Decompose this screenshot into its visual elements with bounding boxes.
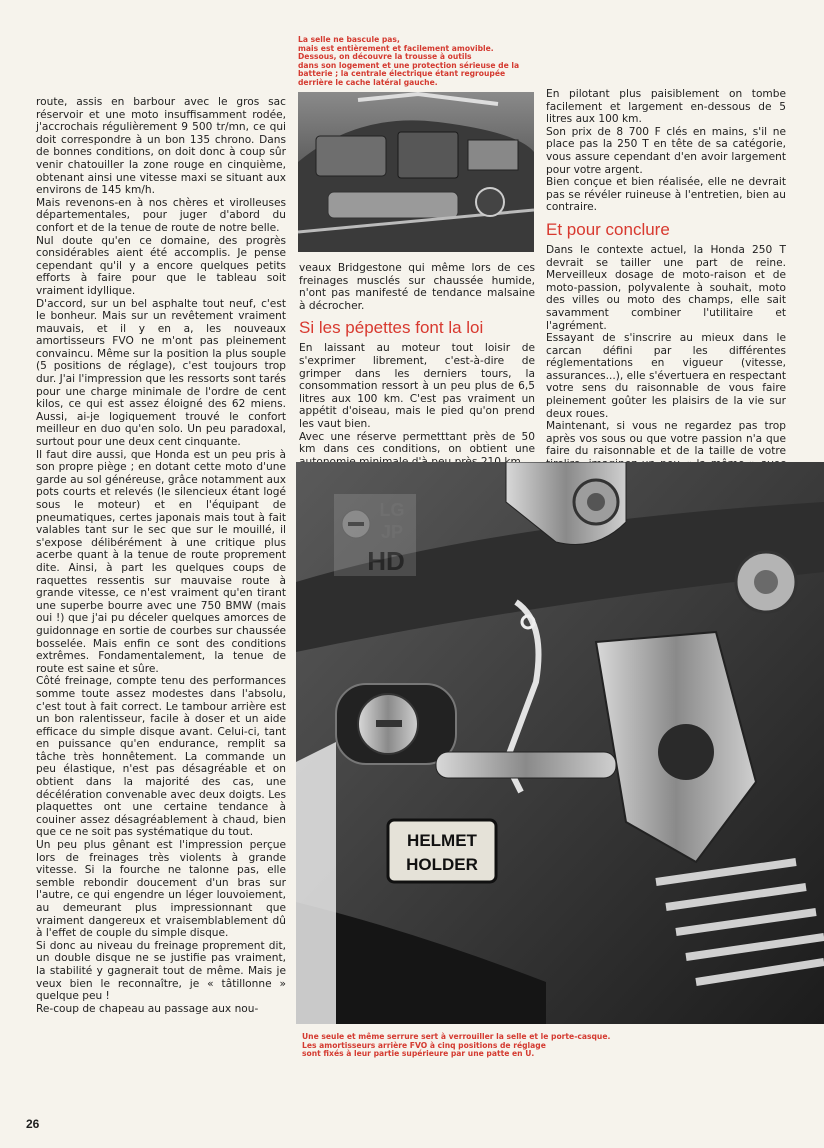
paragraph: En pilotant plus paisiblement on tombe facilement et largement en-dessous de 5 litres aux 100 km. (546, 88, 786, 126)
helmet-label-line2: HOLDER (406, 855, 478, 874)
watermark-line2: JP (380, 522, 404, 542)
paragraph: Re-coup de chapeau au passage aux nou- (36, 1002, 259, 1015)
caption-line: mais est entièrement et facilement amovible. (298, 43, 494, 53)
paragraph: Si donc au niveau du freinage proprement dit, un double disque ne se justifie pas vraiment, la stabilité y gagnerait tout de même. Mais je veux bien le reconnaître, je « tâtillonne » quelque peu ! (36, 939, 286, 1003)
article-column-1 (36, 96, 286, 1015)
paragraph: Côté freinage, compte tenu des performances somme toute assez modestes dans l'absolu, c'est tout à fait correct. Le tambour arrière est un bon ralentisseur, facile à doser et un aide efficace du simple disque avant. Celui-ci, tant en puissance qu'en endurance, remplit sa tâche très honnêtement. La commande un peu élastique, n'est pas désagréable et on obtient dans la majorité des cas, une décélération convenable avec deux doigts. Les plaquettes ont une certaine tendance à couiner assez désagréablement à chaud, bien que ce ne soit pas systématique du tout. (36, 675, 286, 839)
caption-line: Les amortisseurs arrière FVO à cinq positions de réglage (302, 1040, 546, 1050)
caption-line: batterie ; la centrale électrique étant regroupée (298, 69, 506, 79)
photo-under-seat (298, 92, 534, 252)
article-column-3 (546, 88, 786, 496)
watermark-line3: HD (367, 546, 405, 576)
helmet-label-line1: HELMET (407, 831, 477, 850)
caption-line: Une seule et même serrure sert à verrouiller la selle et le porte-casque. (302, 1032, 611, 1041)
paragraph: D'accord, sur un bel asphalte tout neuf, c'est le bonheur. Mais sur un revêtement vraiment mauvais, et il y en a, les nouveaux amortisseurs FVO ne m'ont pas pleinement convaincu. Même sur la position la plus souple (5 positions de réglage), c'est toujours trop dur. J'ai l'impression que les ressorts sont tarés pour une charge minimale de l'ordre de cent kilos, ce qui est assez éloigné des 62 miens. Aussi, ai-je logiquement trouvé le confort meilleur en duo qu'en solo. Un peu paradoxal, surtout pour une deux cent cinquante. (36, 297, 286, 449)
page-number: 26 (26, 1117, 40, 1131)
watermark-logo (334, 494, 416, 576)
paragraph: Maintenant, si vous ne regardez pas trop après vos sous ou que votre passion n'a que faire du raisonnable et de la taille de votre (546, 420, 786, 458)
paragraph: En laissant au moteur tout loisir de s'exprimer librement, c'est-à-dire de grimper dans les derniers tours, la consommation ressort à un peu plus de 6,5 litres aux 100 km. C'est pas vraiment un appétit d'oiseau, mais le pied qu'on prend les vaut bien. (299, 342, 535, 430)
paragraph: Avec une réserve permetttant près de 50 km dans ces conditions, on obtient une (299, 430, 535, 456)
paragraph: Un peu plus gênant est l'impression perçue lors de freinages très violents à grande vitesse. Si la fourche ne talonne pas, elle semble rebondir doucement d'un bras sur l'autre, ce qui engendre un léger louvoiement, au demeurant plus impressionnant que vraiment dangereux et vraisemblablement dû à l'effet de couple du simple disque. (36, 839, 286, 940)
paragraph: Essayant de s'inscrire au mieux dans le carcan défini par les différentes réglementations en vigueur (vitesse, assurances...), elle s'évertuera en respectant votre sens du raisonnable de vous faire pleinement goûter les plaisirs de la vie sur deux roues. (546, 332, 786, 420)
under-seat-illustration (298, 92, 534, 252)
paragraph: Il faut dire aussi, que Honda est un peu pris à son propre piège ; en dotant cette moto d'une garde au sol généreuse, grâce notamment aux pots courts et relevés (le silencieux étant logé sous le moteur) et en l'équipant de pneumatiques, certes japonais mais tout à fait valables tant sur le sec que sur le mouillé, il s'expose délibérément à une critique plus acerbe quant à la tenue de route proprement dite. Ainsi, à part les quelques coups de raquettes ressentis sur mauvaise route à grande vitesse, ce n'est vraiment qu'en tirant une superbe bourre avec une 750 BMW (mais oui !) que j'ai pu déceler quelques amorces de guidonnage en sortie de courbes sur chaussée bosselée. Mais enfin ce sont des conditions extrêmes. Fondamentalement, la tenue de route est saine et sûre. (36, 448, 286, 675)
caption-line: Dessous, on découvre la trousse à outils (298, 52, 472, 62)
article-column-2 (299, 262, 535, 468)
caption-line: dans son logement et une protection sérieuse de la (298, 60, 520, 70)
paragraph: Nul doute qu'en ce domaine, des progrès considérables aient été accomplis. Je pense cependant qu'il y a encore quelques petits efforts à faire pour que le tableau soit vraiment idyllique. (36, 234, 286, 297)
paragraph: Mais revenons-en à nos chères et virolleuses départementales, pour juger d'abord du confort et de la tenue de route de notre belle. (36, 196, 286, 234)
caption-line: La selle ne bascule pas, (298, 35, 400, 44)
section-heading: Si les pépettes font la loi (299, 318, 484, 338)
watermark-graphic (334, 494, 416, 576)
photo-caption-top (298, 36, 534, 88)
section-heading: Et pour conclure (546, 219, 670, 239)
paragraph: veaux Bridgestone qui même lors de ces freinages musclés sur chaussée humide, n'ont pas manifesté de tendance malsaine à décrocher. (299, 262, 535, 312)
photo-caption-bottom (302, 1033, 642, 1059)
caption-line: sont fixés à leur partie supérieure par une patte en U. (302, 1049, 535, 1059)
caption-line: derrière le cache latéral gauche. (298, 77, 438, 87)
watermark-line1: LG (379, 500, 405, 520)
paragraph: Bien conçue et bien réalisée, elle ne devrait pas se révéler ruineuse à l'entretien, bien au contraire. (546, 176, 786, 214)
paragraph: Son prix de 8 700 F clés en mains, s'il ne place pas la 250 T en tête de sa catégorie, vous assure cependant d'en avoir largement pour votre argent. (546, 125, 786, 176)
paragraph: Dans le contexte actuel, la Honda 250 T devrait se tailler une part de reine. Merveilleux dosage de moto-raison et de moto-passion, polyvalente à souhait, moto des villes ou moto des champs, elle sait savamment combiner l'utilitaire et l'agrément. (546, 243, 786, 332)
paragraph: route, assis en barbour avec le gros sac réservoir et une moto insuffisamment rodée, j'accrochais régulièrement 9 500 tr/mn, ce qui doit correspondre à un bon 135 chrono. Dans de bonnes conditions, on doit donc à coup sûr venir chatouiller la zone rouge en cinquième, obtenant ainsi une vitesse maxi se situant aux environs de 145 km/h. (36, 96, 286, 197)
